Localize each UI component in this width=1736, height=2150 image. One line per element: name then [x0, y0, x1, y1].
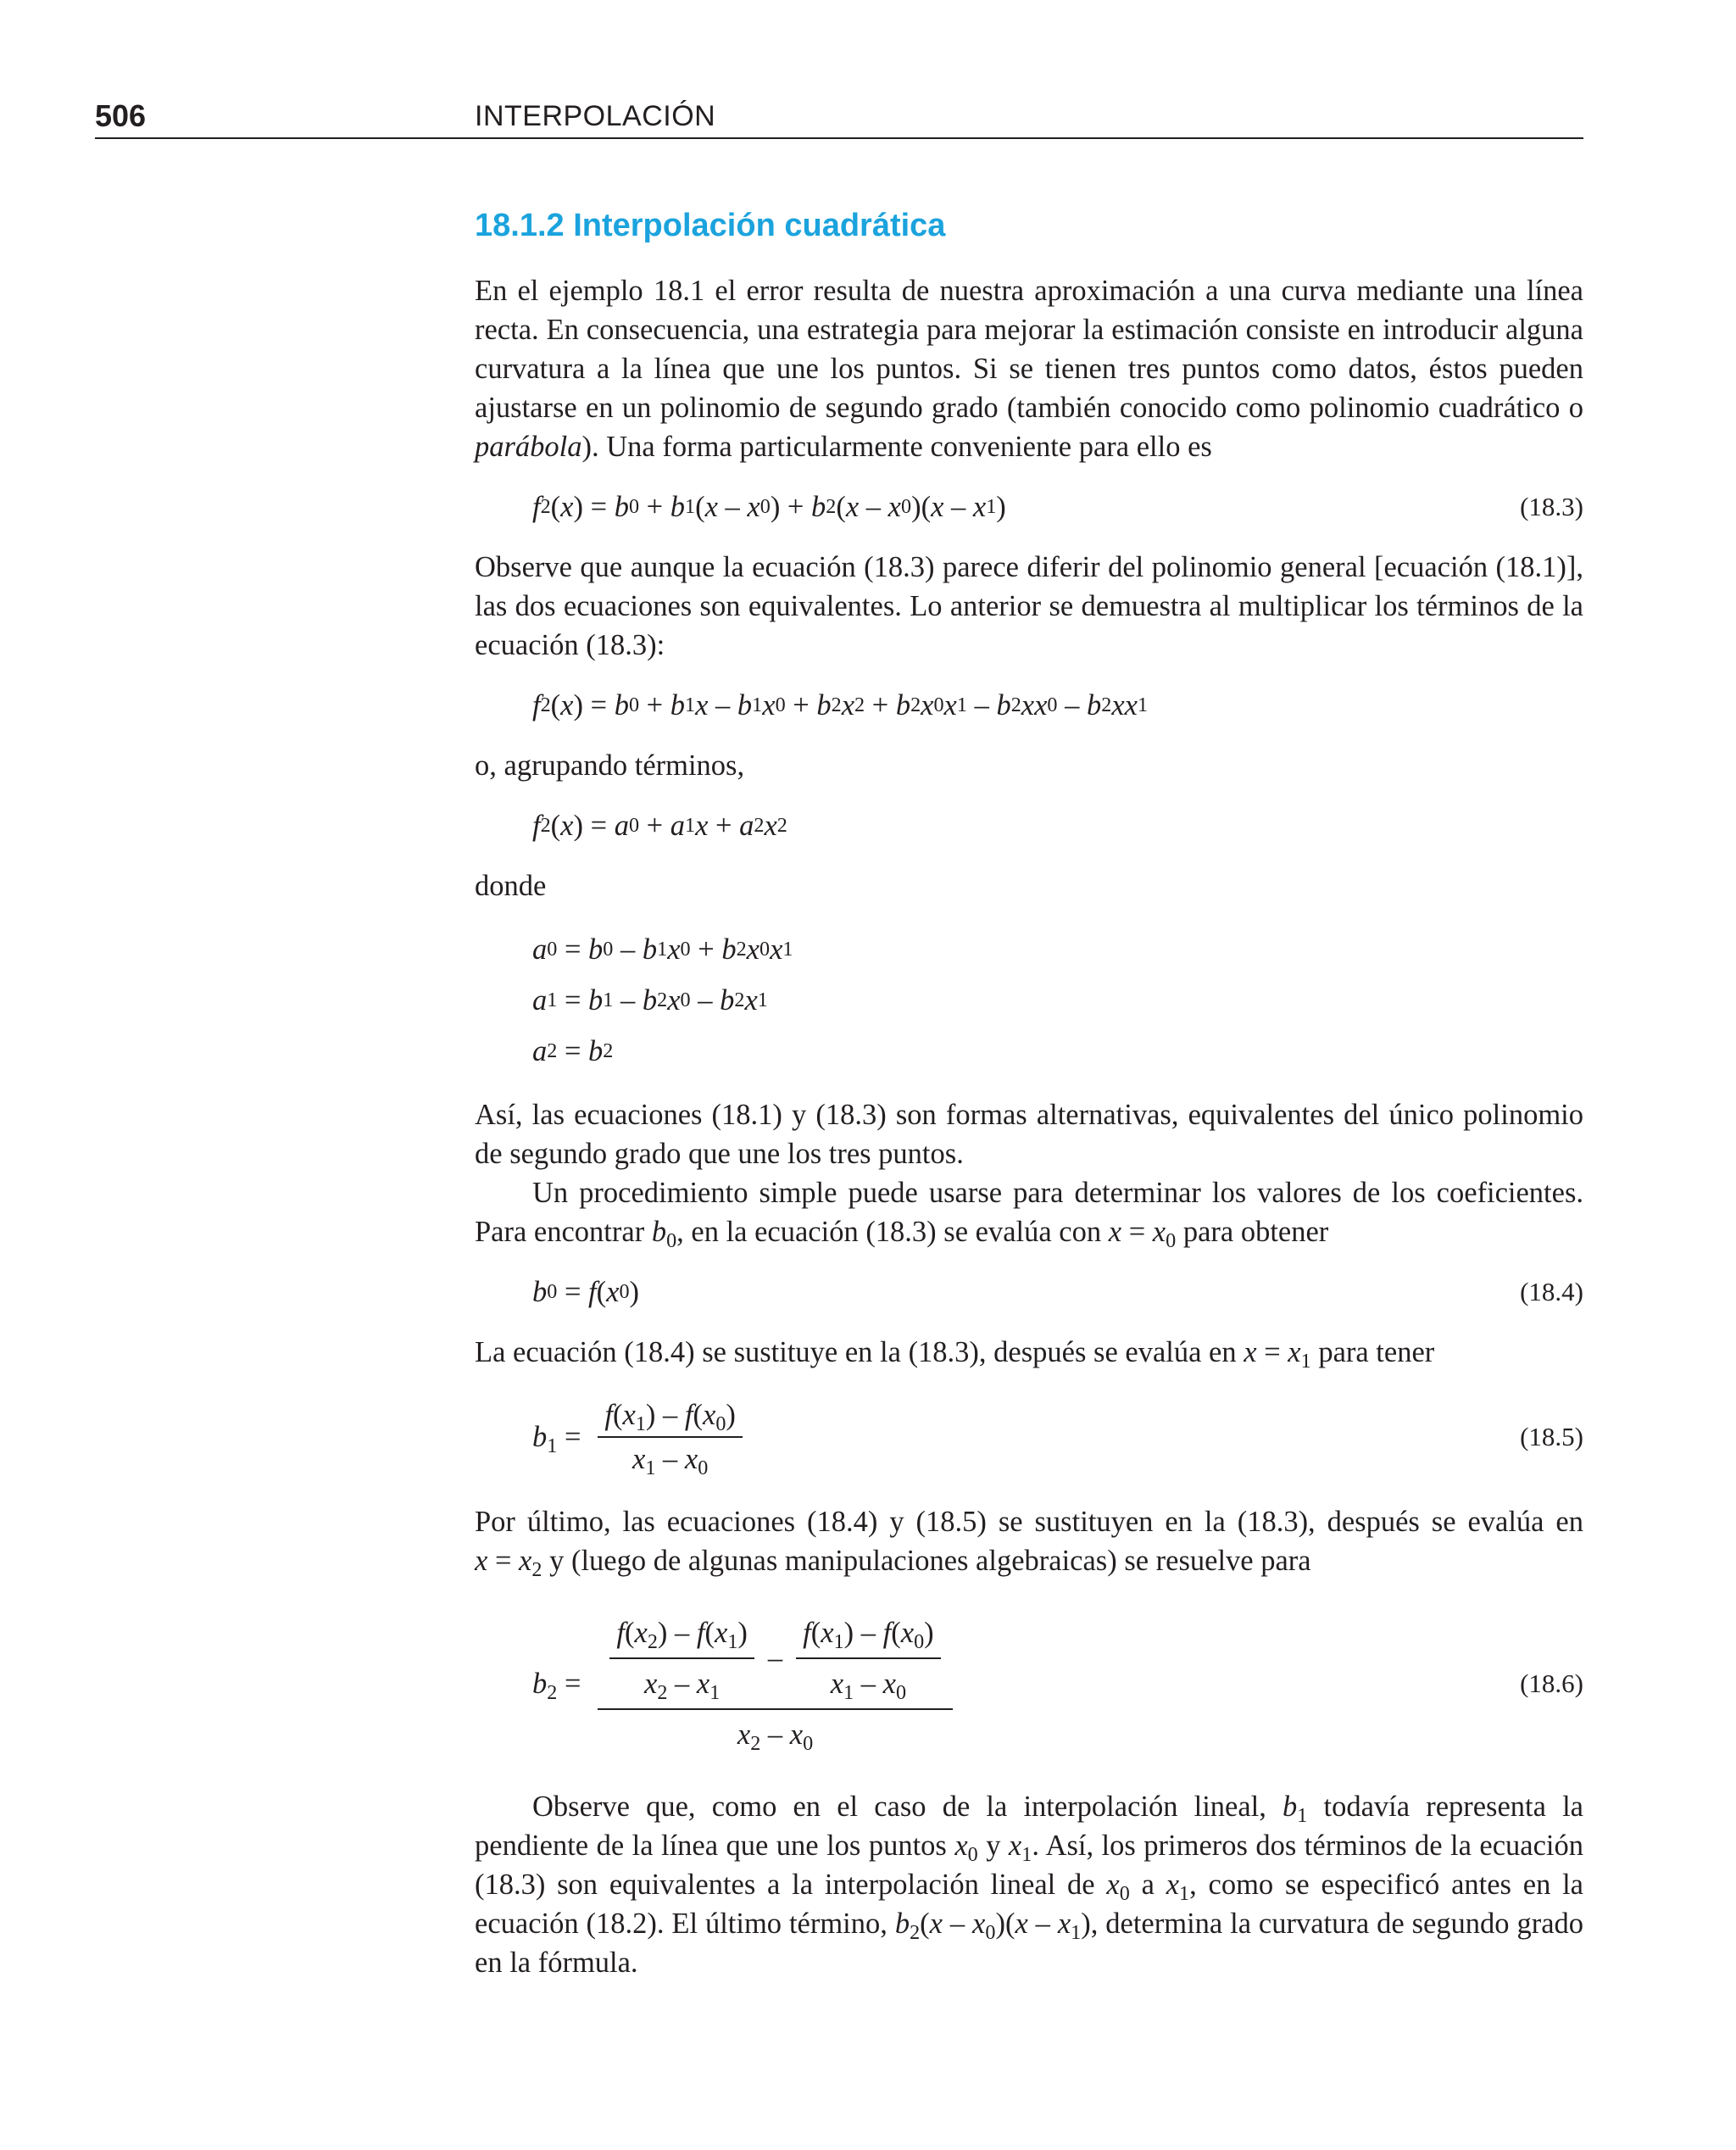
equation-18-3: f 2 ( x ) = b 0 + b 1 ( x – x 0 ) + b 2 ( x – x 0 )( x – x 1 ) (18.3) — [475, 485, 1583, 529]
equation-expanded: f 2 ( x ) = b 0 + b 1 x – b 1 x 0 + b 2 x 2 + b 2 x 0 x 1 – b 2 xx 0 – b 2 xx 1 — [532, 689, 1149, 721]
paragraph-alternative-forms: Así, las ecuaciones (18.1) y (18.3) son formas alternativas, equivalentes del único polinomio de segundo grado que une los tres puntos. — [475, 1099, 1583, 1170]
paragraph-grouping: o, agrupando términos, — [475, 749, 745, 782]
equation-a2: a 2 = b 2 — [532, 1035, 614, 1067]
equation-number: (18.5) — [1520, 1422, 1583, 1451]
paragraph-procedure: Un procedimiento simple puede usarse para determinar los valores de los coeficientes. Para encontrar $b_0$, en la ecuación (18.3) se evalúa con $x = x_0$ para obtener — [475, 1177, 1583, 1253]
equation-number: (18.4) — [1520, 1277, 1583, 1306]
paragraph-equivalence: Observe que aunque la ecuación (18.3) parece diferir del polinomio general [ecuación (18.1)], las dos ecuaciones son equivalentes. Lo anterior se demuestra al multiplicar los términos de la ecuación (18.3): — [475, 551, 1583, 661]
equation-18-6: $b_2$ = $\frac{f(x_2) - f(x_1)}{x_2 - x_1}$ – $\frac{f(x_1) - f(x_0)}{x_1 - x_0}$ $x_2 - x_0$ (18.6) — [475, 1599, 1583, 1768]
equation-18-4: b 0 = f ( x 0 ) (18.4) — [475, 1270, 1583, 1314]
section-title: 18.1.2 Interpolación cuadrática — [475, 208, 946, 243]
paragraph-observe: Observe que, como en el caso de la interpolación lineal, $b_1$ todavía representa la pendiente de la línea que une los puntos $x_0$ y $x_1$. Así, los primeros dos términos de la ecuación (18.3) son equivalentes a la interpolación lineal de $x_0$ a $x_1$, como se especificó antes en la ecuación (18.2). El último término, $b_2(x - x_0)(x - x_1)$, determina la curvatura de segundo grado en la fórmula. — [475, 1791, 1584, 1979]
fraction: $\frac{f(x_1) - f(x_0)}{x_1 - x_0}$ — [598, 1395, 743, 1479]
equation-grouped: f 2 ( x ) = a 0 + a 1 x + a 2 x 2 — [532, 810, 787, 842]
page-body — [475, 271, 1583, 1982]
paragraph-substitute: La ecuación (18.4) se sustituye en la (18.3), después se evalúa en $x = x_1$ para tener — [475, 1336, 1435, 1373]
equation-number: (18.3) — [1520, 492, 1583, 521]
paragraph-intro: En el ejemplo 18.1 el error resulta de nuestra aproximación a una curva mediante una línea recta. En consecuencia, una estrategia para mejorar la estimación consiste en introducir alguna curvatura a la línea que une los puntos. Si se tienen tres puntos como datos, éstos pueden ajustarse en un polinomio de segundo grado (también conocido como polinomio cuadrático o parábola). Una forma particularmente conveniente para ello es — [475, 275, 1583, 463]
running-head: INTERPOLACIÓN — [475, 100, 716, 132]
equation-a0: a 0 = b 0 – b 1 x 0 + b 2 x 0 x 1 — [532, 933, 793, 966]
equation-18-5: $b_1$ = $\frac{f(x_1) - f(x_0)}{x_1 - x_0}$ (18.5) — [475, 1390, 1583, 1484]
page-number: 506 — [95, 98, 147, 133]
paragraph-finally: Por último, las ecuaciones (18.4) y (18.5) se sustituyen en la (18.3), después se evalúa en $x = x_2$ y (luego de algunas manipulaciones algebraicas) se resuelve para — [475, 1506, 1583, 1582]
equation-number: (18.6) — [1520, 1668, 1583, 1698]
equation-a1: a 1 = b 1 – b 2 x 0 – b 2 x 1 — [532, 984, 768, 1017]
page-header — [95, 95, 1583, 139]
fraction: $\frac{f(x_2) - f(x_1)}{x_2 - x_1}$ – $\frac{f(x_1) - f(x_0)}{x_1 - x_0}$ $x_2 - x_0$ — [598, 1613, 952, 1754]
paragraph-where: donde — [475, 870, 547, 902]
